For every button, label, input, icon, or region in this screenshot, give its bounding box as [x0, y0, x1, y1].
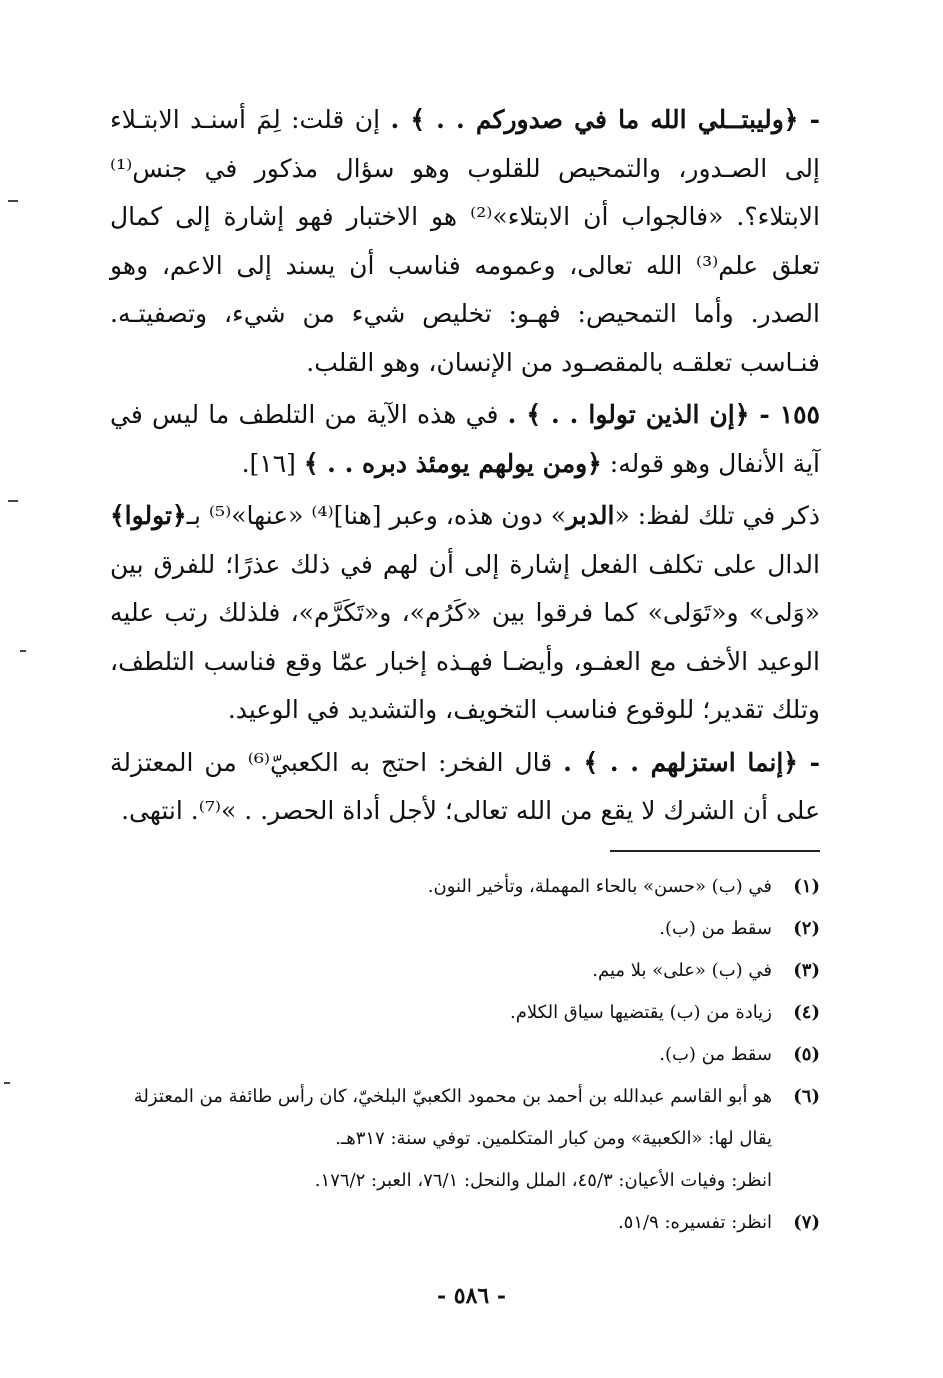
- footnote-text: في (ب) «حسن» بالحاء المهملة، وتأخير النون.: [427, 876, 772, 897]
- footnote-text: هو أبو القاسم عبدالله بن أحمد بن محمود الكعبيّ البلخيّ، كان رأس طائفة من المعتزلة يقال لها: «الكعبية» ومن كبار المتكلمين. توفي سنة: ٣١٧هـ.: [133, 1086, 772, 1149]
- page-body: [110, 96, 820, 1233]
- paragraph-1: [110, 96, 820, 387]
- quoted-word: الدبر: [566, 501, 615, 530]
- footnote-text: في (ب) «على» بلا ميم.: [592, 960, 772, 981]
- page-number: - ٥٨٦ -: [436, 1283, 507, 1309]
- footnote-reference: انظر: وفيات الأعيان: ٤٥/٣، الملل والنحل: ٧٦/١، العبر: ١٧٦/٢.: [314, 1170, 772, 1191]
- footnote: [110, 1034, 820, 1076]
- paragraph-text: في هذه الآية من التلطف ما ليس في آية الأنفال وهو قوله:: [110, 400, 820, 478]
- quran-quote: ﴿تولوا﴾: [110, 501, 187, 530]
- footnote: [110, 1076, 820, 1160]
- footnote: [110, 950, 820, 992]
- footnote: [110, 1202, 820, 1244]
- quran-quote: - ﴿إنما استزلهم . . ﴾ .: [563, 747, 820, 777]
- footnote-text: سقط من (ب).: [659, 918, 772, 939]
- footnote-text: انظر: تفسيره: ٥١/٩.: [617, 1212, 772, 1233]
- footnote-text: سقط من (ب).: [659, 1044, 772, 1065]
- paragraph-text: [١٦].: [241, 448, 304, 478]
- footnote-number: (١): [793, 876, 820, 897]
- footnote: [110, 908, 820, 950]
- footnote: [110, 866, 820, 908]
- footnote-number: (٧): [793, 1212, 820, 1233]
- footnote-divider: [610, 850, 820, 852]
- footnote-number: (٦): [793, 1086, 820, 1107]
- quran-quote: ١٥٥ - ﴿إن الذين تولوا . . ﴾ .: [507, 400, 820, 429]
- footnote-number: (٥): [793, 1044, 820, 1065]
- quran-quote: - ﴿وليبتــلي الله ما في صدوركم . . ﴾ .: [390, 105, 820, 134]
- footnotes: [110, 866, 820, 1244]
- paragraph-text: إن قلت: لِمَ أسنـد الابتـلاء إلى الصـدور، والتمحيص للقلوب وهو سؤال مذكور في جنس⁽¹⁾ الابتلاء؟. «فالجواب أن الابتلاء»⁽²⁾ هو الاختبار فهو إشارة إلى كمال تعلق علم⁽³⁾ الله تعالى، وعمومه فناسب أن يسند إلى الاعم، وهو الصدر. وأما التمحيص: فهـو: تخليص شيء من شيء، وتصفيتـه. فنـاسب تعلقـه بالمقصـود من الإنسان، وهو القلب.: [110, 105, 820, 377]
- scan-mark: [8, 200, 18, 202]
- scan-mark: [4, 1082, 10, 1084]
- paragraph-3: [110, 492, 820, 735]
- paragraph-text: » دون هذه، وعبر [هنا]⁽⁴⁾ «عنها»⁽⁵⁾ بـ: [186, 501, 567, 530]
- paragraph-text: ذكر في تلك لفظ: «: [614, 501, 820, 530]
- paragraph-4: [110, 739, 820, 836]
- scan-mark: [8, 500, 18, 502]
- paragraph-text: قال الفخر: احتج به الكعبيّ⁽⁶⁾ من المعتزلة على أن الشرك لا يقع من الله تعالى؛ لأجل أداة الحصر. . »⁽⁷⁾. انتهى.: [110, 747, 820, 825]
- paragraph-2: [110, 391, 820, 488]
- main-text: [110, 96, 820, 836]
- footnote-number: (٣): [793, 960, 820, 981]
- footnote: [110, 992, 820, 1034]
- quran-quote: ﴿ومن يولهم يومئذ دبره . . ﴾: [303, 448, 602, 478]
- scan-mark: [20, 650, 26, 652]
- footnote-number: (٤): [793, 1002, 820, 1023]
- paragraph-text: الدال على تكلف الفعل إشارة إلى أن لهم في ذلك عذرًا؛ للفرق بين «وَلى» و«تَوَلى» كما فرقوا بين «كَرُم»، و«تَكَرَّم»، فلذلك رتب عليه الوعيد الأخف مع العفـو، وأيضـا فهـذه إخبار عمّا وقع فناسب التلطف، وتلك تقدير؛ للوقوع فناسب التخويف، والتشديد في الوعيد.: [110, 549, 820, 724]
- footnote-text: زيادة من (ب) يقتضيها سياق الكلام.: [510, 1002, 772, 1023]
- footnote-number: (٢): [793, 918, 820, 939]
